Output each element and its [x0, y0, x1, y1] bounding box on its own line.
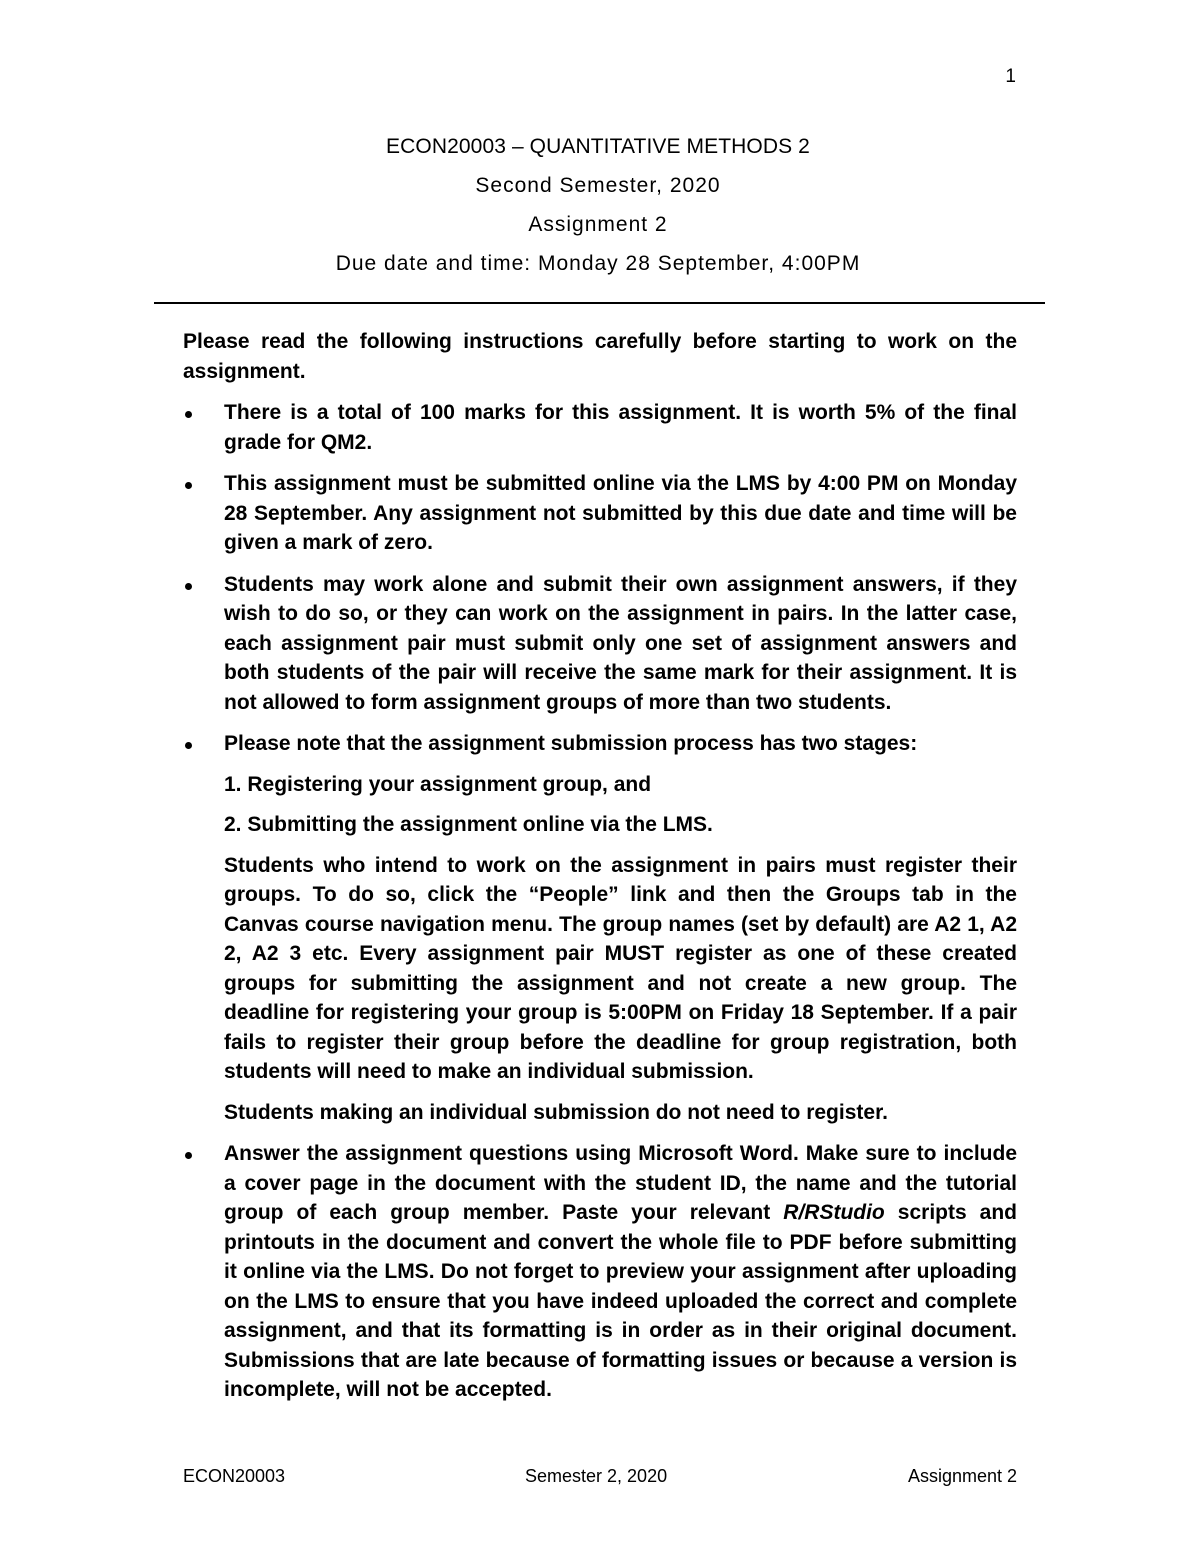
semester-line: Second Semester, 2020: [475, 174, 721, 197]
course-title: ECON20003 – QUANTITATIVE METHODS 2: [386, 135, 810, 158]
bullet-text-pairs: Students may work alone and submit their own assignment answers, if they wish to do so, or they can work on the assignment in pairs. In the latter case, each assignment pair must submit only one set of assignment answers and both students of the pair will receive the same mark for their assignment. It is not allowed to form assignment groups of more than two students.: [224, 572, 1017, 714]
list-item: [183, 570, 1017, 718]
list-item: [183, 469, 1017, 558]
list-item: [183, 398, 1017, 457]
group-registration-paragraph: Students who intend to work on the assignment in pairs must register their groups. To do so, click the “People” link and then the Groups tab in the Canvas course navigation menu. The group names (set by default) are A2 1, A2 2, A2 3 etc. Every assignment pair MUST register as one of these created groups for submitting the assignment and not create a new group. The deadline for registering your group is 5:00PM on Friday 18 September. If a pair fails to register their group before the deadline for group registration, both students will need to make an individual submission.: [224, 853, 1017, 1083]
due-date-line: Due date and time: Monday 28 September, 4:00PM: [335, 252, 861, 275]
bullet-icon: [185, 411, 192, 418]
bullet-text-stages: Please note that the assignment submission process has two stages:: [224, 732, 918, 755]
footer-course-code: ECON20003: [183, 1466, 286, 1486]
bullet-icon: [185, 1152, 192, 1159]
r-rstudio-term: R/RStudio: [783, 1201, 885, 1224]
bullet-icon: [185, 742, 192, 749]
bullet-text-word-instructions: [224, 1139, 1017, 1405]
bullet-icon: [185, 583, 192, 590]
footer-semester: Semester 2, 2020: [525, 1466, 668, 1486]
word-instructions-part-1: Answer the assignment questions using Microsoft Word. Make sure to include a cover page in the document with the student ID, the name and the tutorial group of each group member. Paste your relevant: [224, 1142, 1017, 1224]
bullet-text-marks: There is a total of 100 marks for this assignment. It is worth 5% of the final grade for QM2.: [224, 401, 1017, 454]
list-item: [183, 729, 1017, 1127]
assignment-title: Assignment 2: [528, 213, 668, 236]
document-header: [150, 131, 1046, 287]
page-footer: [183, 1466, 1017, 1490]
bullet-text-submission: This assignment must be submitted online via the LMS by 4:00 PM on Monday 28 September. Any assignment not submitted by this due date and time will be given a mark of zero.: [224, 472, 1017, 554]
stage-two: 2. Submitting the assignment online via the LMS.: [224, 813, 713, 836]
individual-submission-note: Students making an individual submission do not need to register.: [224, 1100, 888, 1124]
word-instructions-part-2: scripts and printouts in the document and convert the whole file to PDF before submitting it online via the LMS. Do not forget to preview your assignment after uploading on the LMS to ensure that you have indeed uploaded the correct and complete assignment, and that its formatting is in order as in their original document. Submissions that are late because of formatting issues or because a version is incomplete, will not be accepted.: [224, 1201, 1018, 1401]
header-divider: [154, 302, 1045, 304]
intro-paragraph: Please read the following instructions carefully before starting to work on the assignment.: [183, 330, 1017, 383]
bullet-icon: [185, 482, 192, 489]
instructions-body: [183, 327, 1017, 1417]
stage-one: 1. Registering your assignment group, and: [224, 772, 652, 796]
footer-assignment: Assignment 2: [907, 1466, 1017, 1486]
page-number: 1: [1005, 66, 1016, 87]
list-item: [183, 1139, 1017, 1405]
instruction-list: [183, 398, 1017, 1405]
